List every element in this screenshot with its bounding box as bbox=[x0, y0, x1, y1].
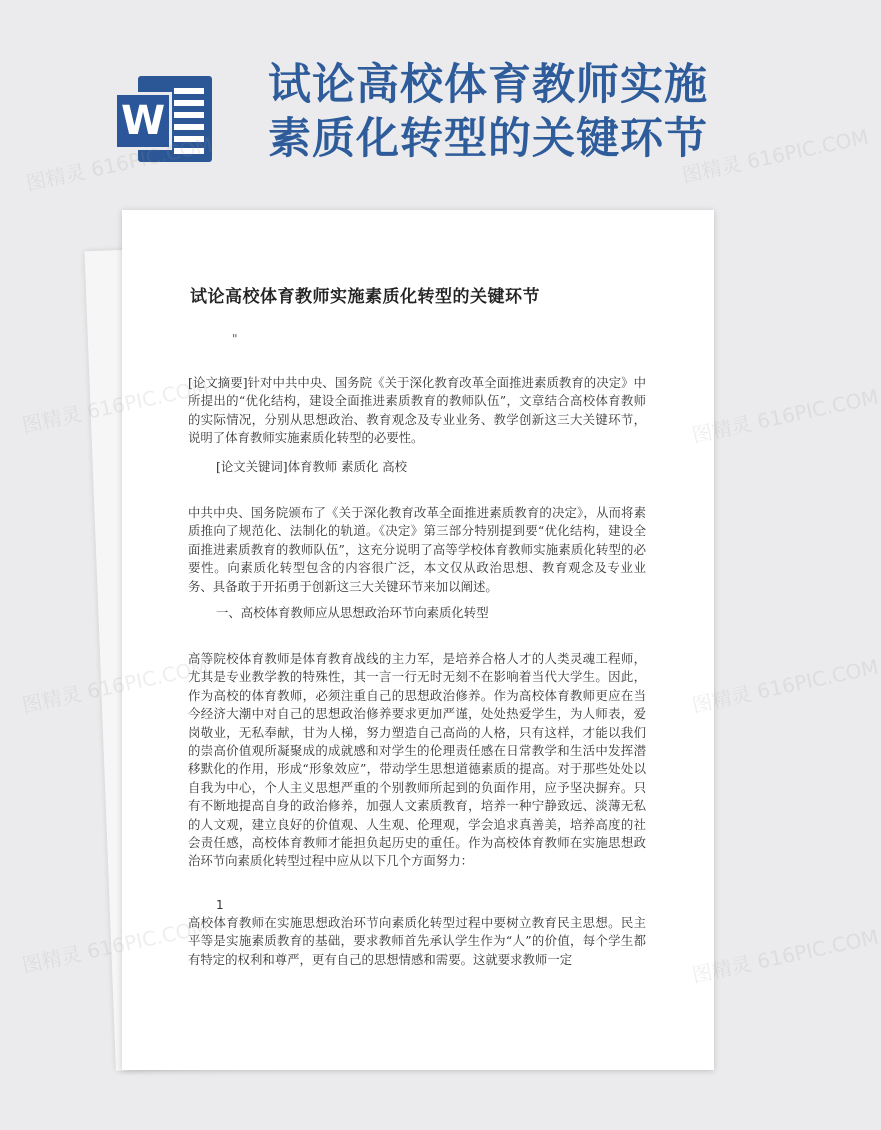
watermark: 图精灵 bbox=[19, 401, 84, 438]
intro-paragraph: 中共中央、国务院颁布了《关于深化教育改革全面推进素质教育的决定》，从而将素质推向了规范化、法制化的轨道。《决定》第三部分特别提到要“优化结构，建设全面推进素质教育的教师队伍”，这充分说明了高等学校体育教师实施素质化转型的必要性。向素质化转型包含的内容很广泛，本文仅从政治思想、教育观念及专业业务、具备敢于开拓勇于创新这三大关键环节来加以阐述。 bbox=[188, 505, 646, 594]
watermark: 图精灵 616PIC.COM bbox=[23, 132, 215, 196]
word-icon bbox=[108, 70, 218, 168]
watermark: 图精灵 616PIC.COM bbox=[689, 654, 881, 718]
item-number: 1 bbox=[216, 898, 224, 912]
watermark: 图精灵 bbox=[19, 681, 84, 718]
quote-mark: " bbox=[232, 332, 238, 346]
item-body-paragraph: 高校体育教师在实施思想政治环节向素质化转型过程中要树立教育民主思想。民主平等是实施素质教育的基础，要求教师首先承认学生作为“人”的价值，每个学生都有特定的权利和尊严，更有自己的思想情感和需要。这就要求教师一定 bbox=[188, 915, 646, 967]
banner-title-line-2: 素质化转型的关键环节 bbox=[268, 114, 708, 164]
banner-title-line-1: 试论高校体育教师实施 bbox=[268, 60, 708, 110]
watermark: 图精灵 616PIC.COM bbox=[679, 124, 871, 188]
banner-title bbox=[268, 58, 788, 166]
word-icon-letter: W bbox=[114, 92, 172, 150]
watermark: 图精灵 616PIC.COM bbox=[689, 384, 881, 448]
watermark: 图精灵 616PIC.COM bbox=[689, 924, 881, 988]
watermark: 图精灵 bbox=[19, 941, 84, 978]
abstract-paragraph: [论文摘要]针对中共中央、国务院《关于深化教育改革全面推进素质教育的决定》中所提出的“优化结构，建设全面推进素质教育的教师队伍”，文章结合高校体育教师的实际情况，分别从思想政治、教育观念及专业业务、教学创新这三大关键环节，说明了体育教师实施素质化转型的必要性。 bbox=[188, 375, 646, 446]
section-heading: 一、高校体育教师应从思想政治环节向素质化转型 bbox=[216, 605, 489, 620]
header bbox=[0, 0, 800, 200]
keywords-line: [论文关键词]体育教师 素质化 高校 bbox=[216, 459, 408, 474]
section-body-paragraph: 高等院校体育教师是体育教育战线的主力军，是培养合格人才的人类灵魂工程师，尤其是专业教学教的特殊性，其一言一行无时无刻不在影响着当代大学生。因此，作为高校的体育教师，必须注重自己的思想政治修养。作为高校体育教师更应在当今经济大潮中对自己的思想政治修养要求更加严谨，处处热爱学生，为人师表，爱岗敬业，无私奉献，甘为人梯，努力塑造自己高尚的人格，只有这样，才能以我们的崇高价值观所凝聚成的成就感和对学生的伦理责任感在日常教学和生活中发挥潜移默化的作用，形成“形象效应”，带动学生思想道德素质的提高。对于那些处处以自我为中心，个人主义思想严重的个别教师所起到的负面作用，应予坚决摒弃。只有不断地提高自身的政治修养，加强人文素质教育，培养一种宁静致远、淡薄无私的人文观，建立良好的价值观、人生观、伦理观，学会追求真善美，培养高度的社会责任感，高校体育教师才能担负起历史的重任。作为高校体育教师在实施思想政治环节向素质化转型过程中应从以下几个方面努力： bbox=[188, 651, 646, 869]
document-title: 试论高校体育教师实施素质化转型的关键环节 bbox=[190, 287, 540, 307]
document-page bbox=[122, 210, 714, 1070]
